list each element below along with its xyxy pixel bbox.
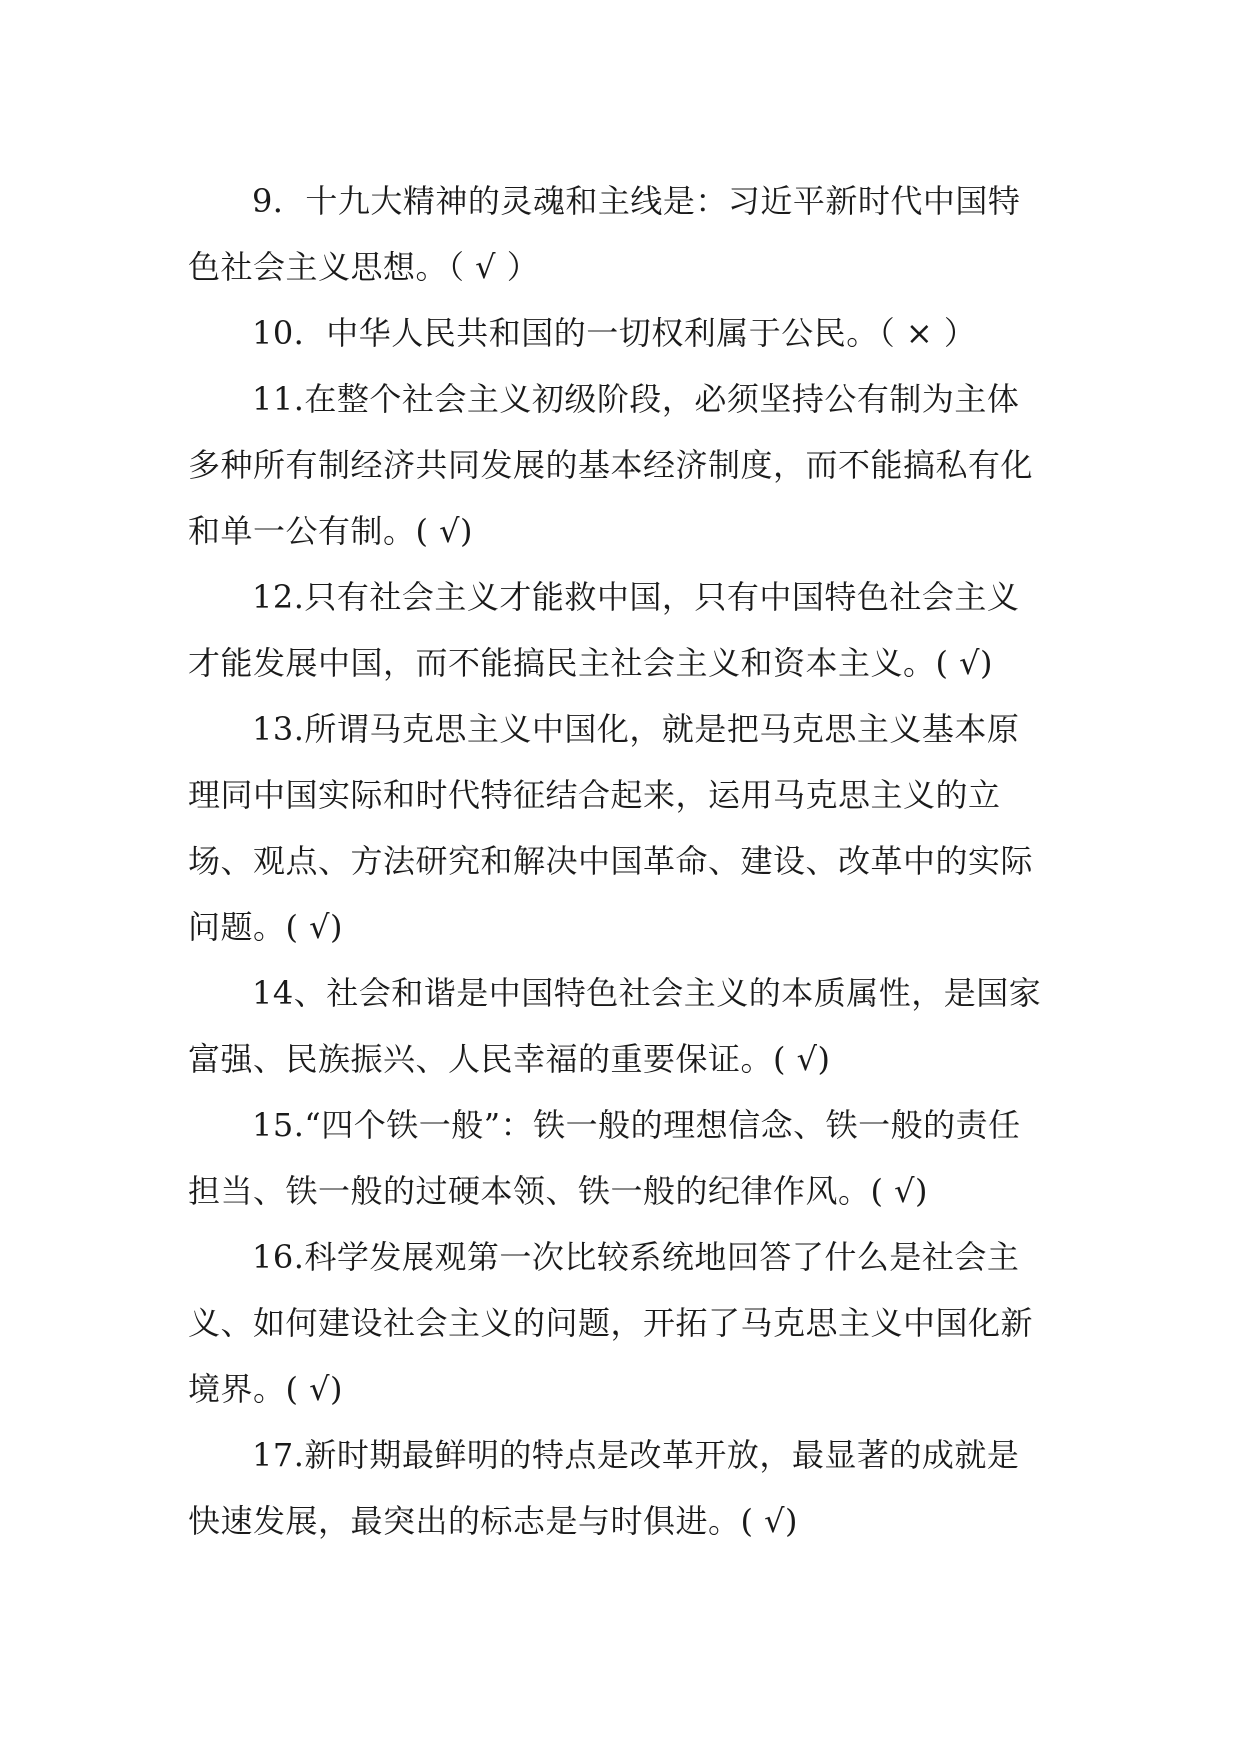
question-item-9: 9．十九大精神的灵魂和主线是：习近平新时代中国特色社会主义思想。（ √ ）	[188, 182, 1021, 286]
question-item-12: 12.只有社会主义才能救中国，只有中国特色社会主义才能发展中国，而不能搞民主社会主义和资本主义。( √)	[188, 578, 1020, 682]
question-item-10: 10．中华人民共和国的一切权利属于公民。（ × ）	[252, 314, 977, 352]
question-item-17: 17.新时期最鲜明的特点是改革开放，最显著的成就是快速发展，最突出的标志是与时俱进。( √)	[188, 1436, 1020, 1540]
question-item-13: 13.所谓马克思主义中国化，就是把马克思主义基本原理同中国实际和时代特征结合起来，运用马克思主义的立场、观点、方法研究和解决中国革命、建设、改革中的实际问题。( √)	[188, 710, 1034, 946]
question-item-11: 11.在整个社会主义初级阶段，必须坚持公有制为主体多种所有制经济共同发展的基本经济制度，而不能搞私有化和单一公有制。( √)	[188, 380, 1034, 550]
question-item-15: 15.“四个铁一般”：铁一般的理想信念、铁一般的责任担当、铁一般的过硬本领、铁一般的纪律作风。( √)	[188, 1106, 1021, 1210]
question-item-14: 14、社会和谐是中国特色社会主义的本质属性，是国家富强、民族振兴、人民幸福的重要保证。( √)	[188, 974, 1042, 1078]
document-body	[188, 168, 1044, 1554]
question-item-16: 16.科学发展观第一次比较系统地回答了什么是社会主义、如何建设社会主义的问题，开拓了马克思主义中国化新境界。( √)	[188, 1238, 1034, 1408]
